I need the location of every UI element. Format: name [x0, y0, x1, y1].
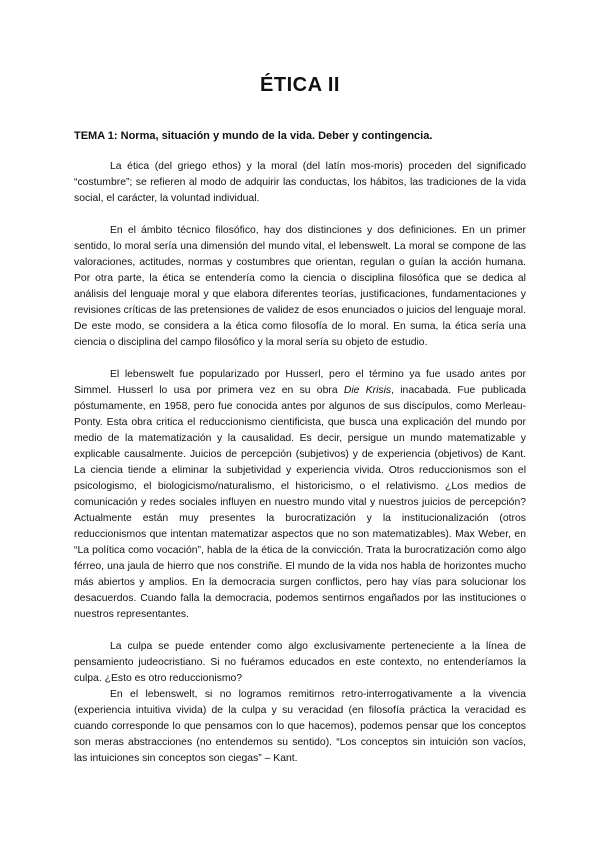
- document-title: ÉTICA II: [260, 74, 340, 96]
- lebenswelt-text-end: , inacabada. Fue publicada póstumamente, en 1958, pero fue conocida antes por algunos de sus discípulos, como Merleau-Ponty. Esta obra critica el reduccionismo cientificista, que busca una explicación del mundo por medio de la matematización y la causalidad. Es decir, persigue un mundo matematizable y explicable causalmente. Juicios de percepción (subjetivos) y de experiencia (objetivos) de Kant. La ciencia tiende a eliminar la subjetividad y experiencia vivida. Otros reduccionismos son el psicologismo, el biologicismo/naturalismo, el historicismo, o el relativismo. ¿Los medios de comunicación y redes sociales influyen en nuestro mundo vital y nuestros juicios de percepción? Actualmente están muy presentes la burocratización y la institucionalización (otros reduccionismos que intentan matematizar aspectos que no son matematizables). Max Weber, en “La política como vocación”, habla de la ética de la convicción. Trata la burocratización como algo férreo, una jaula de hierro que nos constriñe. El mundo de la vida nos habla de horizontes mucho más abiertos y amplios. En la democracia surgen conflictos, pero hay vías para solucionar los desacuerdos. Cuando falla la democracia, podemos sentirnos engañados por las instituciones o nuestros representantes.: [74, 385, 526, 620]
- topic-heading: TEMA 1: Norma, situación y mundo de la vida. Deber y contingencia.: [74, 130, 433, 142]
- lebenswelt-text-start: El lebenswelt fue popularizado por Husserl, pero el término ya fue usado antes por Simmel. Husserl lo usa por primera vez en su obra: [74, 369, 526, 396]
- paragraph-lebenswelt: [74, 367, 526, 623]
- paragraph-culpa: La culpa se puede entender como algo exclusivamente perteneciente a la línea de pensamiento judeocristiano. Si no fuéramos educados en este contexto, no entenderíamos la culpa. ¿Esto es otro reduccionismo?: [74, 641, 526, 684]
- work-title-die-krisis: Die Krisis: [343, 385, 392, 396]
- paragraph-kant-quote: En el lebenswelt, si no logramos remitirnos retro-interrogativamente a la vivencia (experiencia intuitiva vivida) de la culpa y su veracidad (en filosofía práctica la veracidad es cuando corresponde lo que pensamos con lo que hacemos), podemos pensar que los conceptos son meras abstracciones (no entendemos su sentido). “Los conceptos sin intuición son vacíos, las intuiciones sin conceptos son ciegas” – Kant.: [74, 689, 526, 764]
- paragraph-etymology: La ética (del griego ethos) y la moral (del latín mos-moris) proceden del significado “costumbre”; se refieren al modo de adquirir las conductas, los hábitos, las tradiciones de la vida social, el carácter, la voluntad individual.: [74, 161, 526, 204]
- paragraph-definitions: En el ámbito técnico filosófico, hay dos distinciones y dos definiciones. En un primer sentido, lo moral sería una dimensión del mundo vital, el lebenswelt. La moral se compone de las valoraciones, actitudes, normas y costumbres que orientan, regulan o guían la acción humana. Por otra parte, la ética se entendería como la ciencia o disciplina filosófica que se dedica al análisis del lenguaje moral y que elabora diferentes teorías, justificaciones, fundamentaciones y revisiones críticas de las pretensiones de validez de esos enunciados o juicios del lenguaje moral. De este modo, se considera a la ética como filosofía de lo moral. En suma, la ética sería una ciencia o disciplina del campo filosófico y la moral sería su objeto de estudio.: [74, 225, 526, 348]
